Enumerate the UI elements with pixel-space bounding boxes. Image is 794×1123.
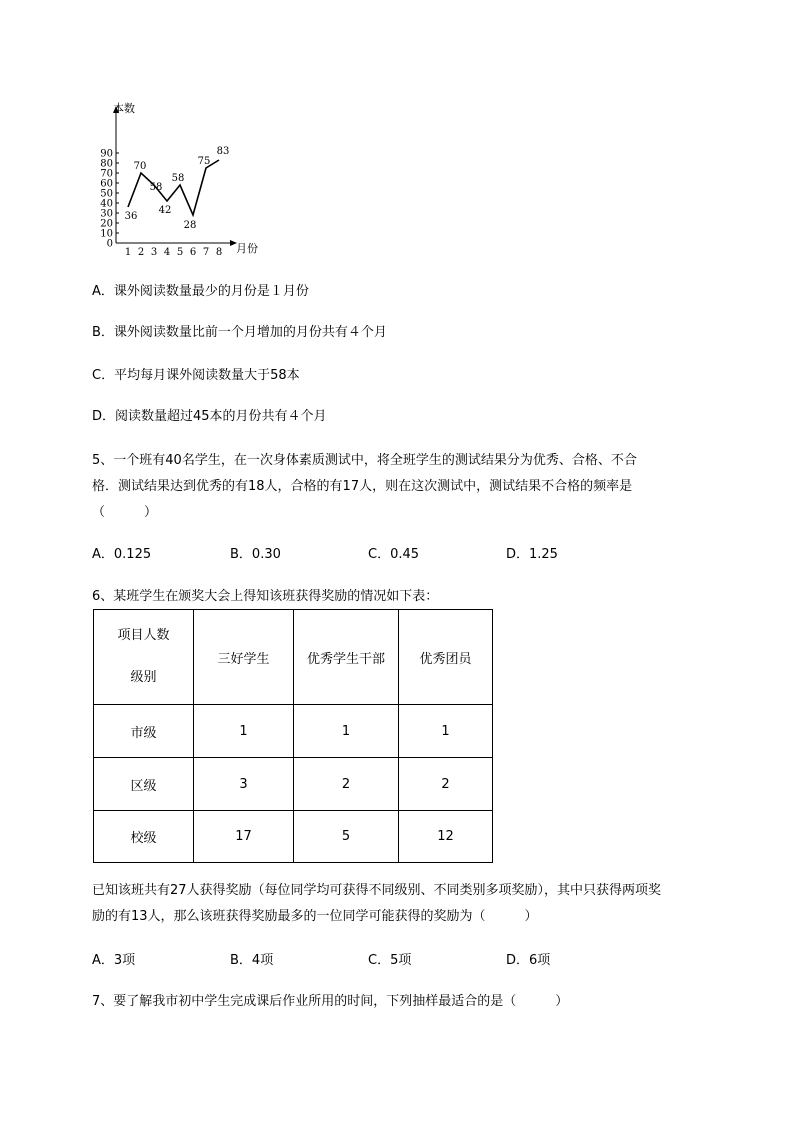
table-cell: 2 (294, 758, 399, 811)
q5-option-b: B．0.30 (230, 547, 281, 562)
q5-question (92, 448, 718, 526)
table-row (94, 758, 493, 811)
column-header: 三好学生 (194, 610, 294, 705)
chart-y-tick-label: 0 (106, 238, 113, 250)
chart-x-tick-label: 5 (176, 247, 184, 258)
q5-option-a: A．0.125 (92, 547, 152, 562)
q6-followup-line-1: 已知该班共有27人获得奖励（每位同学均可获得不同级别、不同类别多项奖励），其中只获得两项奖 (92, 883, 662, 898)
chart-x-tick-label: 3 (150, 247, 158, 258)
table-row (94, 705, 493, 758)
q4-option-b: B．课外阅读数量比前一个月增加的月份共有４个月 (92, 325, 387, 340)
chart-y-tick-label: 10 (100, 228, 113, 240)
chart-y-tick-label: 40 (100, 198, 113, 210)
chart-data-label: 83 (216, 146, 230, 157)
table-cell: 1 (294, 705, 399, 758)
chart-y-tick-label: 90 (100, 148, 113, 160)
chart-y-tick-label: 20 (100, 218, 113, 230)
chart-x-tick-label: 1 (124, 247, 132, 258)
reading-line-chart (96, 96, 266, 258)
q5-option-c: C．0.45 (368, 547, 420, 562)
table-cell: 17 (194, 811, 294, 863)
q6-option-d: D．6项 (506, 953, 551, 968)
chart-y-tick-label: 80 (100, 158, 113, 170)
q5-stem-line-1: 5、一个班有40名学生，在一次身体素质测试中，将全班学生的测试结果分为优秀、合格、不合 (92, 453, 637, 468)
q6-followup-line-2: 励的有13人，那么该班获得奖励最多的一位同学可能获得的奖励为（ ） (92, 909, 538, 924)
chart-data-label: 70 (133, 161, 147, 172)
table-cell: 3 (194, 758, 294, 811)
corner-top-label: 项目人数 (117, 628, 170, 643)
table-cell: 1 (194, 705, 294, 758)
chart-x-tick-label: 8 (215, 247, 223, 258)
chart-x-tick-label: 4 (163, 247, 171, 258)
chart-data-label: 42 (158, 205, 172, 216)
chart-x-ticks (125, 247, 222, 258)
chart-data-label: 58 (171, 173, 185, 184)
chart-y-axis-label: 本数 (113, 102, 135, 115)
column-header: 优秀团员 (399, 610, 493, 705)
q4-option-c: C．平均每月课外阅读数量大于58本 (92, 368, 300, 383)
chart-data-label: 36 (124, 211, 138, 222)
q4-option-d: D．阅读数量超过45本的月份共有４个月 (92, 409, 327, 424)
row-level: 区级 (94, 758, 194, 811)
column-header: 优秀学生干部 (294, 610, 399, 705)
chart-x-tick-label: 6 (189, 247, 197, 258)
chart-data-label: 58 (149, 182, 163, 193)
q5-stem-line-2: 格．测试结果达到优秀的有18人，合格的有17人，则在这次测试中，测试结果不合格的频率是 (92, 479, 633, 494)
table-cell: 1 (399, 705, 493, 758)
chart-data-label: 28 (183, 220, 197, 231)
chart-x-tick-label: 2 (137, 247, 145, 258)
q5-option-d: D．1.25 (506, 547, 558, 562)
chart-data-label: 75 (197, 156, 211, 167)
q6-options (92, 952, 644, 970)
q5-stem-line-3: （ ） (92, 505, 158, 520)
q6-option-a: A．3项 (92, 953, 136, 968)
q6-stem: 6、某班学生在颁奖大会上得知该班获得奖励的情况如下表： (92, 589, 439, 604)
chart-y-tick-label: 30 (100, 208, 113, 220)
table-cell: 2 (399, 758, 493, 811)
row-level: 市级 (94, 705, 194, 758)
chart-y-tick-label: 60 (100, 178, 113, 190)
q6-option-c: C．5项 (368, 953, 412, 968)
chart-y-tick-label: 70 (100, 168, 113, 180)
q4-option-a: A．课外阅读数量最少的月份是１月份 (92, 284, 309, 299)
corner-bottom-label: 级别 (130, 670, 157, 685)
q6-followup (92, 878, 718, 930)
awards-table (93, 609, 493, 863)
table-cell: 12 (399, 811, 493, 863)
row-level: 校级 (94, 811, 194, 863)
table-corner-cell (94, 610, 194, 705)
chart-x-axis-label: 月份 (236, 242, 258, 255)
q5-options (92, 546, 644, 564)
chart-y-tick-label: 50 (100, 188, 113, 200)
table-row (94, 811, 493, 863)
table-cell: 5 (294, 811, 399, 863)
table-header-row (94, 610, 493, 705)
q6-option-b: B．4项 (230, 953, 274, 968)
q7-stem: 7、要了解我市初中学生完成课后作业所用的时间，下列抽样最适合的是（ ） (92, 994, 569, 1009)
chart-x-tick-label: 7 (202, 247, 210, 258)
